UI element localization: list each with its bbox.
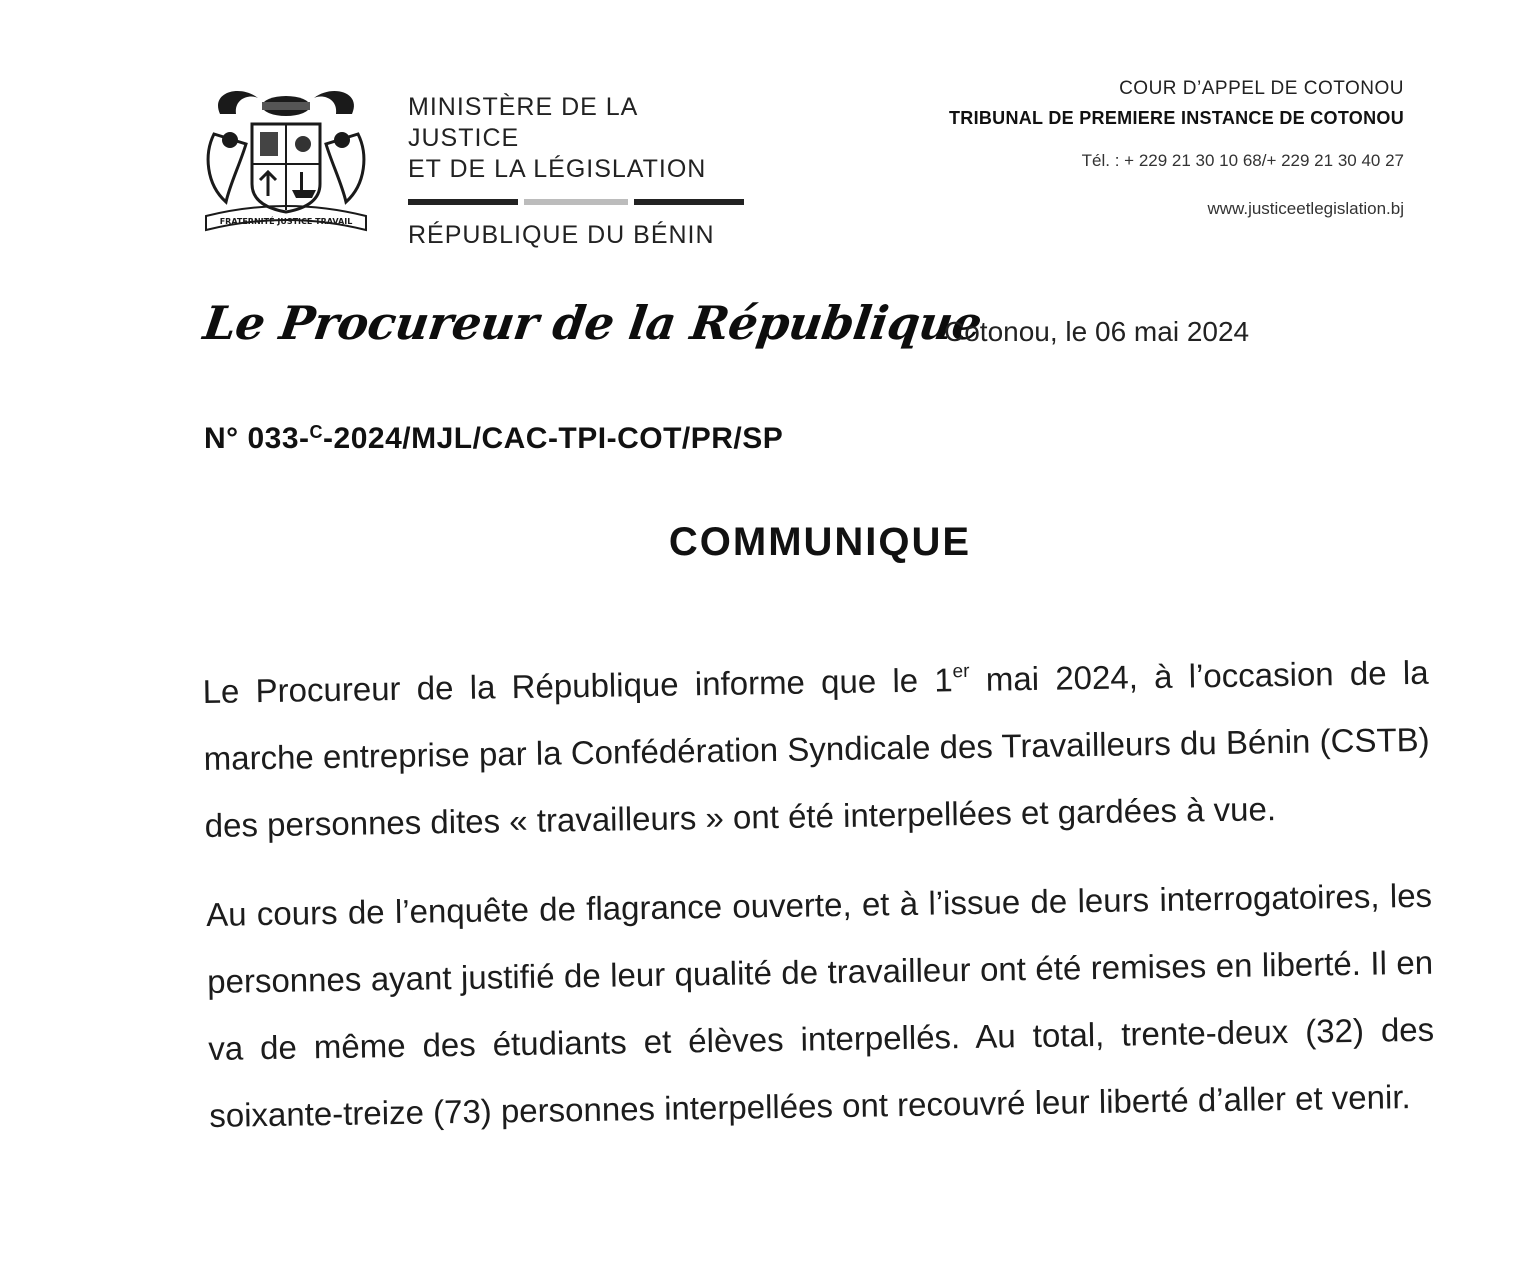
tribunal-name: TRIBUNAL DE PREMIERE INSTANCE DE COTONOU — [948, 108, 1404, 128]
reference-prefix: N° 033- — [204, 422, 310, 455]
paragraph-1-end: mai 2024, à l’occasion de la marche entreprise par la Confédération Syndicale des Travailleurs du Bénin (CSTB) des personnes dites « travailleurs » ont été interpellées et gardées à vue. — [203, 653, 1430, 844]
reference-suffix: -2024/MJL/CAC-TPI-COT/PR/SP — [323, 422, 784, 455]
ministry-name-line1: MINISTÈRE DE LA JUSTICE — [408, 93, 637, 152]
communique-body — [202, 631, 1436, 1171]
svg-text:FRATERNITÉ JUSTICE TRAVAIL: FRATERNITÉ JUSTICE TRAVAIL — [219, 217, 353, 226]
ministry-name-line2: ET DE LA LÉGISLATION — [408, 155, 707, 183]
reference-number — [204, 422, 783, 456]
paragraph-2: Au cours de l’enquête de flagrance ouverte, et à l’issue de leurs interrogatoires, les personnes ayant justifié de leur qualité de travailleur ont été remises en liberté. Il en va de même des étudiants et élèves interpellés. Au total, trente-deux (32) des soixante-treize (73) personnes interpellées ont recouvré leur liberté d’aller et venir. — [205, 876, 1435, 1134]
document-title: COMMUNIQUE — [668, 520, 972, 564]
paragraph-1 — [202, 631, 1431, 859]
phone-numbers: Tél. : + 229 21 30 10 68/+ 229 21 30 40 27 — [1081, 151, 1404, 170]
flag-divider — [408, 199, 744, 205]
paragraph-1-ordinal: er — [952, 660, 970, 683]
court-of-appeal: COUR D’APPEL DE COTONOU — [1119, 78, 1404, 99]
ministry-block — [408, 92, 748, 250]
website-link[interactable]: www.justiceetlegislation.bj — [1207, 199, 1404, 218]
republic-name: RÉPUBLIQUE DU BÉNIN — [408, 221, 715, 249]
reference-sup: C — [309, 422, 324, 442]
benin-coat-of-arms-icon — [200, 84, 372, 236]
author-heading: Le Procureur de la République — [200, 296, 985, 350]
court-block — [949, 78, 1404, 219]
document-date: Cotonou, le 06 mai 2024 — [944, 316, 1250, 347]
paragraph-1-start: Le Procureur de la République informe que le 1 — [202, 661, 953, 710]
